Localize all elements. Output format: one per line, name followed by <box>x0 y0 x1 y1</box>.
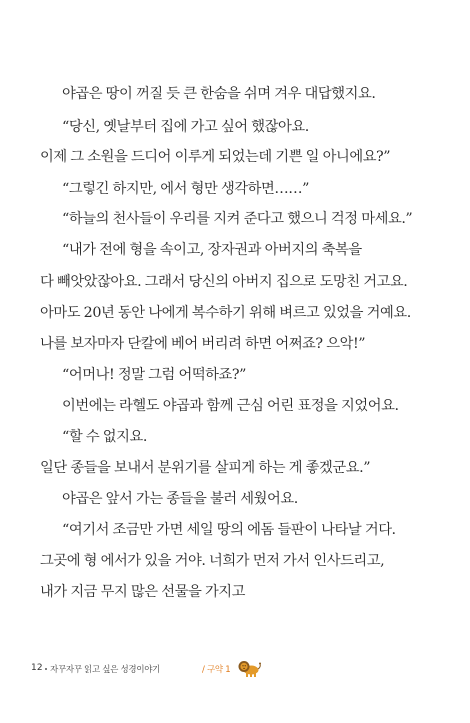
text-line: “여기서 조금만 가면 세일 땅의 에돔 들판이 나타날 거다. <box>62 522 396 538</box>
text-line: “내가 전에 형을 속이고, 장자권과 아버지의 축복을 <box>62 242 362 258</box>
text-line: 일단 종들을 보내서 분위기를 살피게 하는 게 좋겠군요.” <box>40 460 371 476</box>
page-number: 12 <box>31 663 43 673</box>
page-footer <box>31 660 291 680</box>
text-line: 다 빼앗았잖아요. 그래서 당신의 아버지 집으로 도망친 거고요. <box>40 274 408 290</box>
text-line: 야곱은 앞서 가는 종들을 불러 세웠어요. <box>62 491 298 507</box>
section-label: / 구약 1 <box>202 665 231 675</box>
lion-icon <box>237 658 261 678</box>
book-title: 자꾸자꾸 읽고 싶은 성경이야기 <box>50 665 161 675</box>
text-line: 야곱은 땅이 꺼질 듯 큰 한숨을 쉬며 겨우 대답했지요. <box>62 86 376 102</box>
separator-dot <box>45 668 47 670</box>
text-line: “할 수 없지요. <box>62 429 147 445</box>
text-line: “하늘의 천사들이 우리를 지켜 준다고 했으니 걱정 마세요.” <box>62 211 413 227</box>
text-line: 아마도 20년 동안 나에게 복수하기 위해 벼르고 있었을 거예요. <box>40 305 411 321</box>
text-line: “어머나! 정말 그럼 어떡하죠?” <box>62 367 246 383</box>
text-line: 이번에는 라헬도 야곱과 함께 근심 어린 표정을 지었어요. <box>62 398 399 414</box>
text-line: 그곳에 형 에서가 있을 거야. 너희가 먼저 가서 인사드리고, <box>40 553 385 569</box>
text-line: 이제 그 소원을 드디어 이루게 되었는데 기쁜 일 아니에요?” <box>40 149 391 165</box>
text-line: “그렇긴 하지만, 에서 형만 생각하면……” <box>62 181 309 197</box>
text-line: 내가 지금 무지 많은 선물을 가지고 <box>40 584 246 600</box>
text-line: “당신, 옛날부터 집에 가고 싶어 했잖아요. <box>62 119 309 135</box>
text-line: 나를 보자마자 단칼에 베어 버리려 하면 어쩌죠? 으악!” <box>40 336 366 352</box>
